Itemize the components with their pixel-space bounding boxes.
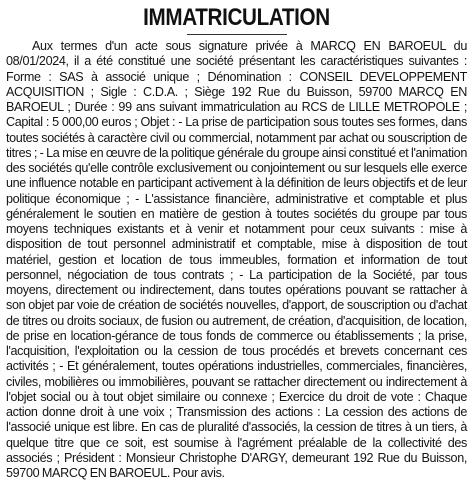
notice-title: IMMATRICULATION: [143, 4, 330, 31]
title-divider: [187, 34, 287, 35]
notice-body: Aux termes d'un acte sous signature privée à MARCQ EN BAROEUL du 08/01/2024, il a été constitué une société présentant les caractéristiques suivantes : Forme : SAS à associé unique ; Dénomination : CONSEIL DEVELOPPEMENT ACQUISITION ; Sigle : C.D.A. ; Siège 192 Rue du Buisson, 59700 MARCQ EN BAROEUL ; Durée : 99 ans suivant immatriculation au RCS de LILLE METROPOLE ; Capital : 5 000,00 euros ; Objet : - La prise de participation sous toutes ses formes, dans toutes sociétés à caractère civil ou commercial, notamment par achat ou souscription de titres ; - La mise en œuvre de la politique générale du groupe ainsi constitué et l'animation des sociétés qu'elle contrôle exclusivement ou conjointement ou sur lesquels elle exerce une influence notable en participant activement à la définition de leurs objectifs et de leur politique économique ; - L'assistance financière, administrative et comptable et plus généralement le soutien en matière de gestion à toutes sociétés du groupe par tous moyens techniques existants et à venir et notamment pour ceux suivants : mise à disposition de tout personnel administratif et comptable, mise à disposition de tout matériel, gestion et location de tous immeubles, formation et information de tout personnel, négociation de tous contrats ; - La participation de la Société, par tous moyens, directement ou indirectement, dans toutes opérations pouvant se rattacher à son objet par voie de création de sociétés nouvelles, d'apport, de souscription ou d'achat de titres ou droits sociaux, de fusion ou autrement, de création, d'acquisition, de location, de prise en location-gérance de tous fonds de commerce ou établissements ; la prise, l'acquisition, l'exploitation ou la cession de tous procédés et brevets concernant ces activités ; - Et généralement, toutes opérations industrielles, commerciales, financières, civiles, mobilières ou immobilières, pouvant se rattacher directement ou indirectement à l'objet social ou à tout objet similaire ou connexe ; Exercice du droit de vote : Chaque action donne droit à une voix ; Transmission des actions : La cession des actions de l'associé unique est libre. En cas de pluralité d'associés, la cession de titres à un tiers, à quelque titre que ce soit, est soumise à l'agrément préalable de la collectivité des associés ; Président : Monsieur Christophe D'ARGY, demeurant 192 Rue du Buisson, 59700 MARCQ EN BAROEUL. Pour avis.: [6, 39, 467, 480]
